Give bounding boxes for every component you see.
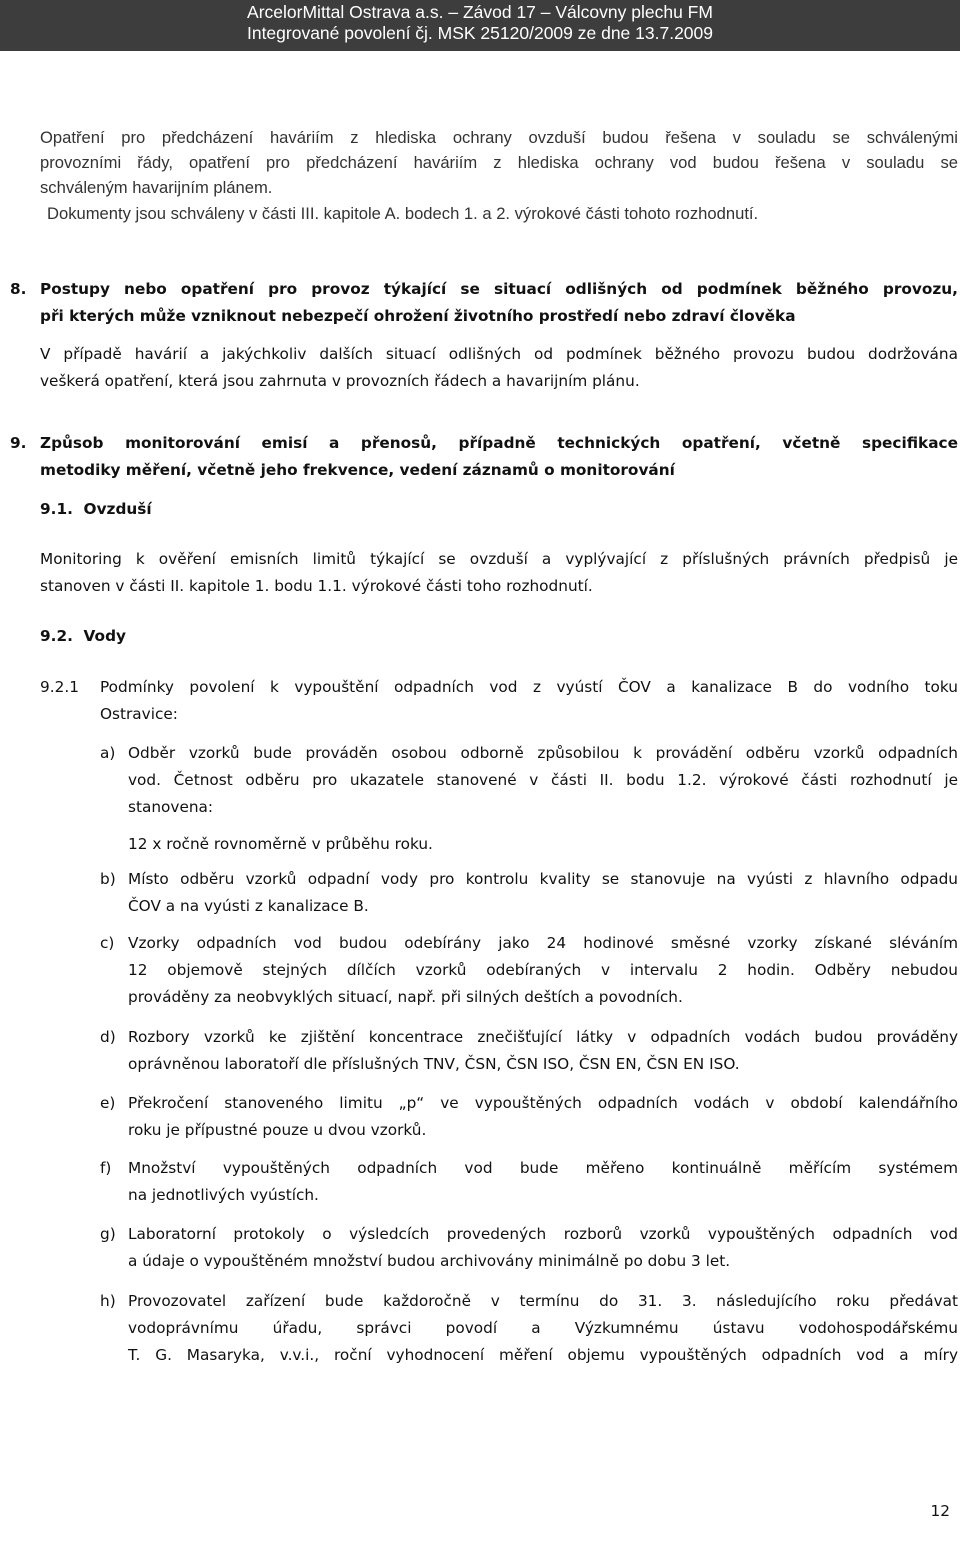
- list-item-line: na jednotlivých vyústích.: [128, 1186, 319, 1204]
- section-9-2-1-line: Podmínky povolení k vypouštění odpadních vod z vyústí ČOV a kanalizace B do vodního toku: [100, 678, 958, 696]
- list-item: [128, 866, 958, 920]
- section-9-1-body: [40, 546, 958, 600]
- section-8-body-line: veškerá opatření, která jsou zahrnuta v provozních řádech a havarijním plánu.: [40, 372, 640, 390]
- list-item-line: Vzorky odpadních vod budou odebírány jako 24 hodinové směsné vzorky získané sléváním: [128, 934, 958, 952]
- section-8-number: 8.: [10, 280, 27, 298]
- section-9-2-1-body: [100, 674, 958, 728]
- list-item: [128, 1288, 958, 1369]
- section-9-1-body-line: Monitoring k ověření emisních limitů týkající se ovzduší a vyplývající z příslušných právních předpisů je: [40, 550, 958, 568]
- list-item-label: a): [100, 744, 116, 762]
- list-item-line: Překročení stanoveného limitu „p“ ve vypouštěných odpadních vodách v období kalendářního: [128, 1094, 958, 1112]
- list-item: [128, 1090, 958, 1144]
- intro-line: Dokumenty jsou schváleny v části III. kapitole A. bodech 1. a 2. výrokové části tohoto rozhodnutí.: [47, 204, 759, 223]
- list-item-line: Místo odběru vzorků odpadní vody pro kontrolu kvality se stanovuje na vyústi z hlavního odpadu: [128, 870, 958, 888]
- page-header: [0, 0, 960, 51]
- list-item-line: ČOV a na vyústi z kanalizace B.: [128, 897, 369, 915]
- section-9-1-body-line: stanoven v části II. kapitole 1. bodu 1.1. výrokové části toho rozhodnutí.: [40, 577, 593, 595]
- list-item-line: 12 objemově stejných dílčích vzorků odebíraných v intervalu 2 hodin. Odběry nebudou: [128, 961, 958, 979]
- section-8-title-line: Postupy nebo opatření pro provoz týkající se situací odlišných od podmínek běžného provozu,: [40, 280, 958, 298]
- list-item-line: a údaje o vypouštěném množství budou archivovány minimálně po dobu 3 let.: [128, 1252, 731, 1270]
- list-item: [128, 930, 958, 1011]
- header-line-2: Integrované povolení čj. MSK 25120/2009 ze dne 13.7.2009: [246, 23, 714, 43]
- list-item-label: d): [100, 1028, 116, 1046]
- list-item-line: Odběr vzorků bude prováděn osobou odborně způsobilou k provádění odběru vzorků odpadních: [128, 744, 958, 762]
- list-item-label: h): [100, 1292, 116, 1310]
- section-9-1-heading: 9.1. Ovzduší: [40, 500, 152, 518]
- intro-line: Opatření pro předcházení haváriím z hlediska ochrany ovzduší budou řešena v souladu se schválenými: [40, 128, 958, 147]
- list-item-line: Provozovatel zařízení bude každoročně v termínu do 31. 3. následujícího roku předávat: [128, 1292, 958, 1310]
- list-item-line: 12 x ročně rovnoměrně v průběhu roku.: [128, 835, 433, 853]
- list-item-line: oprávněnou laboratoří dle příslušných TNV, ČSN, ČSN ISO, ČSN EN, ČSN EN ISO.: [128, 1055, 740, 1073]
- page-number: 12: [930, 1502, 950, 1520]
- header-line-1: ArcelorMittal Ostrava a.s. – Závod 17 – Válcovny plechu FM: [247, 2, 713, 22]
- list-item-line: T. G. Masaryka, v.v.i., roční vyhodnocení měření objemu vypouštěných odpadních vod a míry: [128, 1346, 958, 1364]
- list-item: [128, 1221, 958, 1275]
- list-item-line: roku je přípustné pouze u dvou vzorků.: [128, 1121, 427, 1139]
- list-item: [128, 1155, 958, 1209]
- list-item-label: g): [100, 1225, 116, 1243]
- section-9-title-line: metodiky měření, včetně jeho frekvence, vedení záznamů o monitorování: [40, 461, 675, 479]
- list-item-line: vodoprávnímu úřadu, správci povodí a Výzkumnému ústavu vodohospodářskému: [128, 1319, 958, 1337]
- section-8-body: [40, 341, 958, 395]
- list-item-label: f): [100, 1159, 112, 1177]
- section-9-2-heading: 9.2. Vody: [40, 627, 126, 645]
- list-item-line: Rozbory vzorků ke zjištění koncentrace znečišťující látky v odpadních vodách budou prováděny: [128, 1028, 958, 1046]
- section-9-2-1-number: 9.2.1: [40, 678, 79, 696]
- section-9-title-line: Způsob monitorování emisí a přenosů, případně technických opatření, včetně specifikace: [40, 434, 958, 452]
- intro-line: schváleným havarijním plánem.: [40, 178, 273, 197]
- list-item-label: c): [100, 934, 115, 952]
- list-item-line: vod. Četnost odběru pro ukazatele stanovené v části II. bodu 1.2. výrokové části rozhodnutí je: [128, 771, 958, 789]
- section-8-title: [40, 276, 958, 330]
- list-item: [128, 1024, 958, 1078]
- intro-line: provozními řády, opatření pro předcházení haváriím z hlediska ochrany vod budou řešena v souladu se: [40, 153, 958, 172]
- list-item-line: prováděny za neobvyklých situací, např. při silných deštích a povodních.: [128, 988, 683, 1006]
- section-8-title-line: při kterých může vzniknout nebezpečí ohrožení životního prostředí nebo zdraví člověka: [40, 307, 796, 325]
- list-item-line: Laboratorní protokoly o výsledcích provedených rozborů vzorků vypouštěných odpadních vod: [128, 1225, 958, 1243]
- list-item-label: b): [100, 870, 116, 888]
- list-item-line: stanovena:: [128, 798, 214, 816]
- section-9-number: 9.: [10, 434, 27, 452]
- list-item-label: e): [100, 1094, 116, 1112]
- section-8-body-line: V případě havárií a jakýchkoliv dalších situací odlišných od podmínek běžného provozu budou dodržována: [40, 345, 958, 363]
- list-item-line: Množství vypouštěných odpadních vod bude měřeno kontinuálně měřícím systémem: [128, 1159, 958, 1177]
- section-9-title: [40, 430, 958, 484]
- list-item: [128, 740, 958, 858]
- intro-paragraph: [40, 125, 958, 226]
- section-9-2-1-line: Ostravice:: [100, 705, 178, 723]
